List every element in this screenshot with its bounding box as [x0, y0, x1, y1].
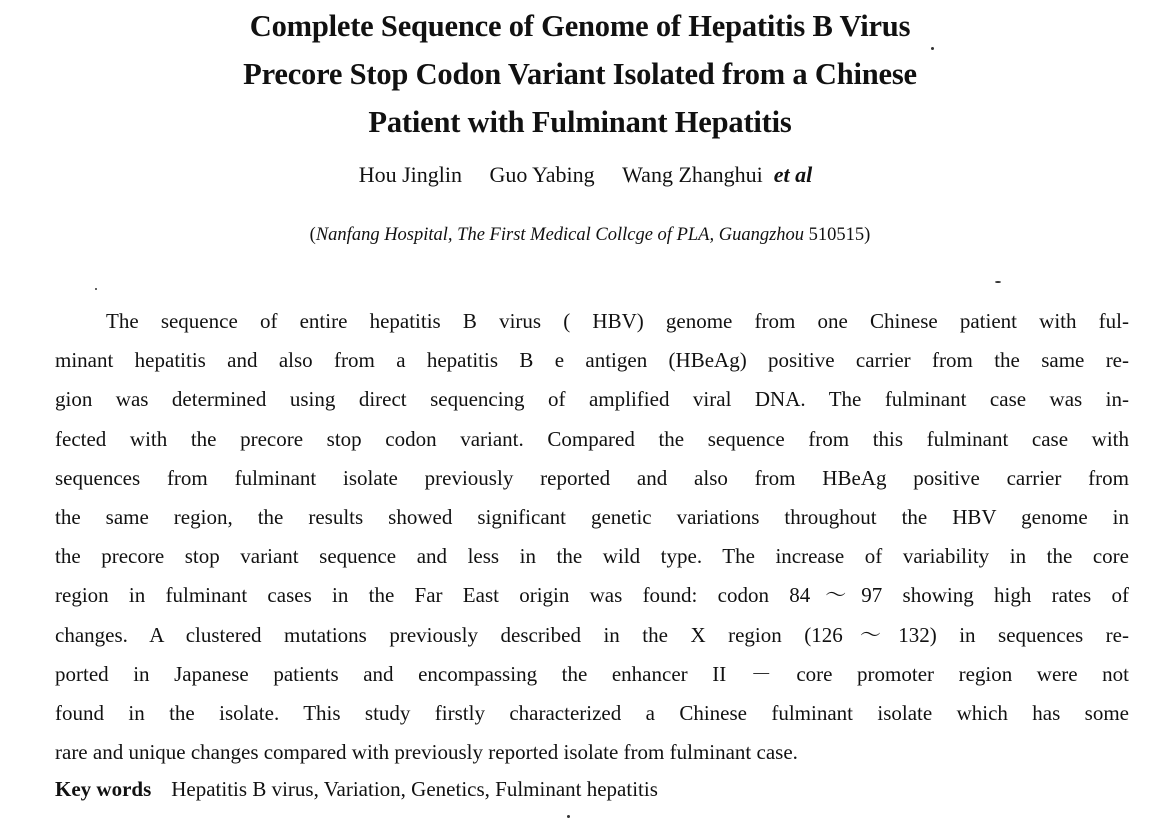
affiliation-close-paren: )	[864, 225, 871, 245]
abstract	[55, 302, 1129, 772]
title-line: Complete Sequence of Genome of Hepatitis B Virus	[249, 9, 911, 43]
author-name: Wang Zhanghui	[622, 162, 763, 187]
scan-speck	[931, 47, 934, 50]
scan-speck	[95, 288, 97, 290]
abstract-line: fected with the precore stop codon variant. Compared the sequence from this fulminant case with	[55, 426, 1129, 451]
affiliation-postcode: 510515	[808, 225, 865, 245]
title-line: Patient with Fulminant Hepatitis	[368, 105, 792, 139]
abstract-line: region in fulminant cases in the Far East origin was found: codon 84～97 showing high rates of	[55, 583, 1129, 608]
abstract-line: found in the isolate. This study firstly characterized a Chinese fulminant isolate which has some	[55, 701, 1129, 726]
scan-speck	[995, 281, 1001, 283]
scan-speck	[567, 815, 570, 818]
affiliation-open-paren: (	[309, 225, 316, 245]
keywords-text: Hepatitis B virus, Variation, Genetics, Fulminant hepatitis	[171, 777, 658, 801]
keywords	[55, 770, 658, 808]
author-name: Guo Yabing	[489, 162, 595, 187]
abstract-line: gion was determined using direct sequencing of amplified viral DNA. The fulminant case was in-	[55, 387, 1129, 412]
paper-title	[150, 2, 1010, 146]
author-list	[0, 158, 1160, 192]
abstract-line: ported in Japanese patients and encompassing the enhancer II － core promoter region were not	[55, 661, 1129, 686]
abstract-line: minant hepatitis and also from a hepatitis B e antigen (HBeAg) positive carrier from the same re-	[55, 348, 1129, 373]
abstract-line: rare and unique changes compared with previously reported isolate from fulminant case.	[55, 740, 798, 765]
keywords-label: Key words	[55, 777, 152, 801]
abstract-line: sequences from fulminant isolate previously reported and also from HBeAg positive carrier from	[55, 465, 1129, 490]
title-line: Precore Stop Codon Variant Isolated from a Chinese	[243, 57, 917, 91]
affiliation	[0, 220, 1160, 250]
abstract-line: The sequence of entire hepatitis B virus ( HBV) genome from one Chinese patient with ful-	[106, 309, 1129, 333]
authors-et-al: et al	[773, 162, 813, 187]
affiliation-name: Nanfang Hospital, The First Medical Collcge of PLA, Guangzhou	[315, 225, 805, 245]
abstract-line: the same region, the results showed significant genetic variations throughout the HBV genome in	[55, 505, 1129, 530]
abstract-line: changes. A clustered mutations previously described in the X region (126～132) in sequences re-	[55, 622, 1129, 647]
abstract-line: the precore stop variant sequence and less in the wild type. The increase of variability in the core	[55, 544, 1129, 569]
author-name: Hou Jinglin	[358, 162, 463, 187]
